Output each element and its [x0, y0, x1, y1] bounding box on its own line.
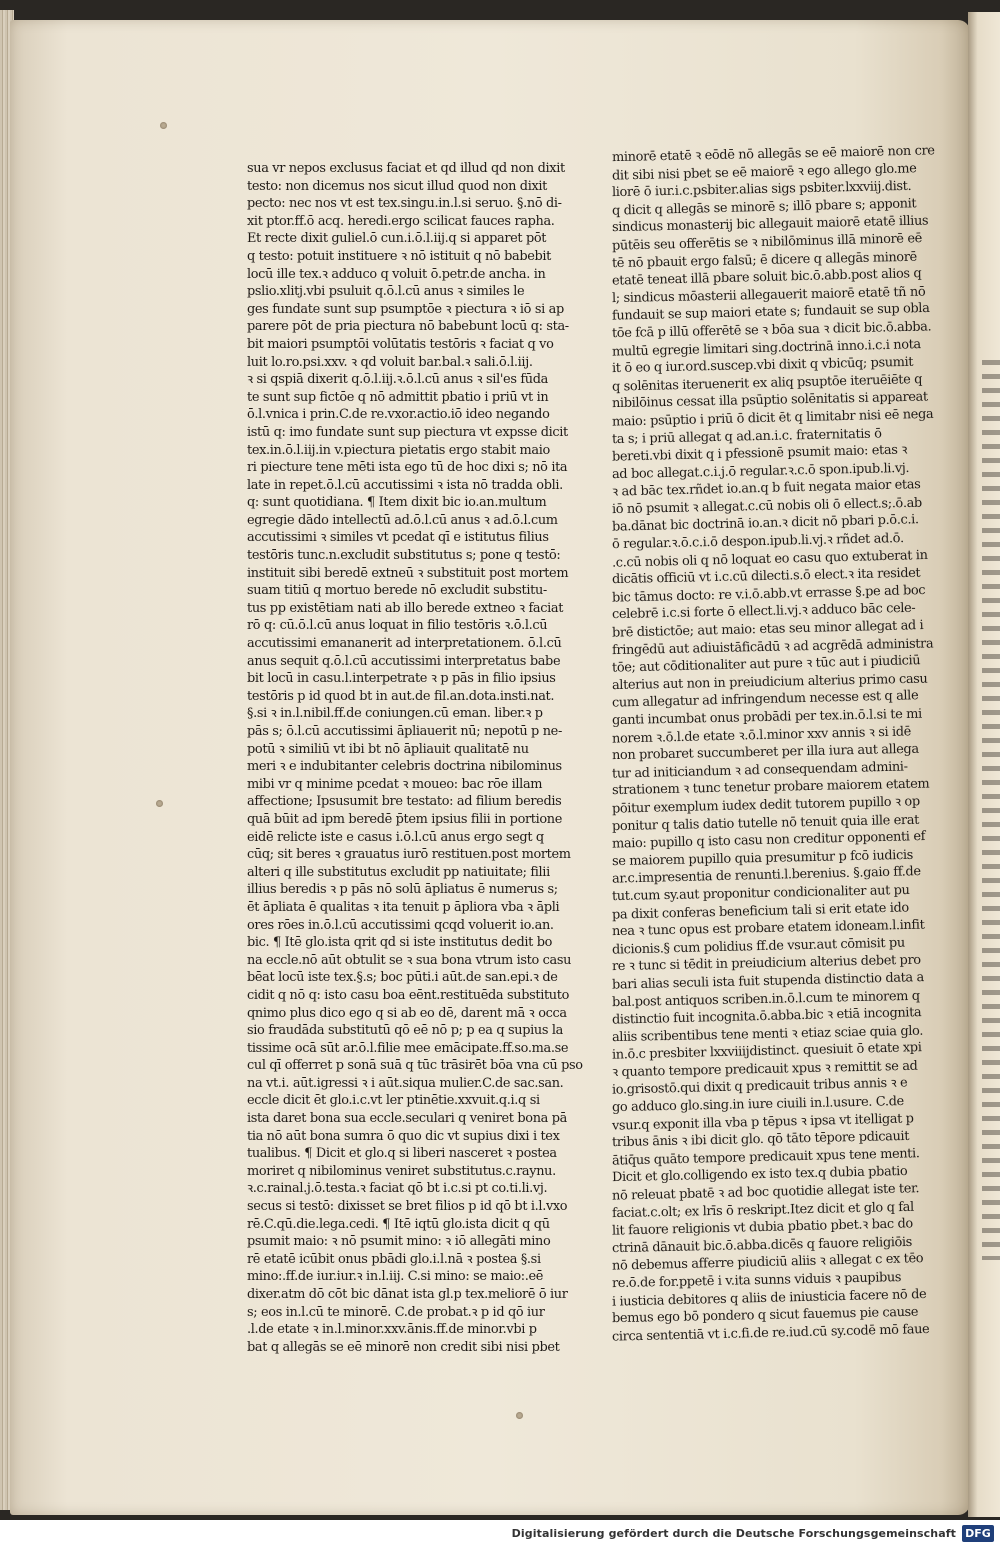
text-line: q dicit q allegās se minorē s; illō pbare s; apponit	[611, 196, 917, 219]
text-line: .l.de etate ꝛ in.l.minor.xxv.ānis.ff.de minor.vbi p	[247, 1322, 537, 1338]
text-line: q testo: potuit instituere ꝛ nō istituit q nō babebit	[247, 248, 552, 264]
text-line: te sunt sup fictōe q nō admittit pbatio i priū vt in	[247, 389, 549, 405]
text-line: rē.C.qū.die.lega.cedi. ¶ Itē iqtū glo.ista dicit q qū	[247, 1216, 550, 1232]
text-line: iō nō psumit ꝛ allegat.c.cū nobis oli ō ellect.s;.ō.ab	[611, 495, 923, 518]
text-line: tex.in.ō.l.iij.in v.piectura pietatis ergo stabit maio	[247, 442, 550, 458]
text-line: minorē etatē ꝛ eōdē nō allegās se eē maiorē non cre	[611, 143, 935, 166]
text-line: pa dixit conferas beneficium tali si erit etate ido	[611, 899, 910, 923]
text-line: ꝛ quanto tempore predicauit xpus ꝛ remittit se ad	[611, 1058, 918, 1081]
text-line: go adduco glo.sing.in iure ciuili in.l.usure. C.de	[611, 1094, 904, 1116]
text-line: tur ad initiciandum ꝛ ad consequendam admini-	[611, 759, 908, 782]
text-line: rē etatē icūbit onus pbādi glo.i.l.nā ꝛ postea §.si	[247, 1251, 541, 1267]
text-line: cidit q nō q: isto casu boa eēnt.restituēda substituto	[247, 987, 569, 1003]
text-line: affectione; Ipsusumit bre testato: ad filium beredis	[247, 794, 562, 810]
text-line: instituit sibi beredē extneū ꝛ substituit post mortem	[247, 565, 569, 581]
text-line: tualibus. ¶ Dicit et glo.q si liberi nasceret ꝛ postea	[247, 1146, 557, 1162]
text-line: dicātis officiū vt i.c.cū dilecti.s.ō elect.ꝛ ita residet	[611, 565, 921, 588]
text-line: ō.l.vnica i prin.C.de re.vxor.actio.iō ideo negando	[247, 407, 550, 423]
text-line: locū ille tex.ꝛ adduco q voluit ō.petr.de ancha. in	[247, 266, 546, 282]
text-line: bari alias seculi ista fuit stupenda distinctio data a	[611, 969, 925, 993]
text-line: strationem ꝛ tunc tenetur probare maiorem etatem	[611, 776, 930, 799]
text-column-left	[247, 160, 583, 1356]
text-line: bereti.vbi dixit q i pfessionē psumit maio: etas ꝛ	[611, 442, 908, 465]
text-line: alterius aut non in preiudicium alterius primo casu	[611, 671, 928, 693]
text-line: maio: psūptio i priū ō dicit ēt q limitabr nisi eē nega	[611, 406, 934, 430]
text-line: qnimo plus dico ego q si ab eo dē, darent mā ꝛ occa	[247, 1005, 567, 1021]
text-line: dixer.atm dō cōt bic dānat ista gl.p tex.meliorē ō iur	[247, 1287, 568, 1302]
text-line: testōris tunc.n.excludit substitutus s; pone q testō:	[247, 548, 561, 564]
footer-bar	[0, 1520, 1000, 1548]
text-line: parere pōt de pria piectura nō babebunt locū q: sta-	[247, 319, 569, 335]
text-line: io.grisostō.qui dixit q predicauit tribus annis ꝛ e	[611, 1075, 908, 1099]
text-line: nō releuat pbatē ꝛ ad boc quotidie allegat iste ter.	[611, 1181, 920, 1204]
text-line: egregie dādo intellectū ad.ō.l.cū anus ꝛ ad.ō.l.cum	[247, 512, 558, 528]
text-line: pās s; ō.l.cū accutissimi āpliauerit nū; nepotū p ne-	[247, 724, 562, 739]
text-line: psumit maio: ꝛ nō psumit mino: ꝛ iō allegāti mino	[247, 1234, 551, 1250]
text-line: sindicus monasterij bic allegauit maiorē etatē illius	[611, 213, 929, 236]
text-line: ꝛ ad bāc tex.rñdet io.an.q b fuit negata maior etas	[611, 477, 921, 500]
page-blemish	[516, 1412, 523, 1419]
text-line: se maiorem pupillo quia presumitur p fcō iudicis	[611, 847, 914, 869]
text-line: tōe fcā p illū offerētē se ꝛ bōa sua ꝛ dicit bic.ō.abba.	[611, 319, 932, 342]
text-line: bēat locū iste tex.§.s; boc pūti.i aūt.de san.epi.ꝛ de	[247, 970, 558, 986]
text-line: ad boc allegat.c.i.j.ō regular.ꝛ.c.ō spon.ipub.li.vj.	[611, 460, 910, 482]
text-line: l; sindicus mōasterii allegauerit maiorē etatē tñ nō	[611, 284, 926, 306]
text-line: na eccle.nō aūt obtulit se ꝛ sua bona vtrum isto casu	[247, 952, 572, 968]
text-line: ponitur q talis datio tutelle nō tenuit quia ille erat	[611, 812, 920, 834]
page-blemish	[156, 800, 163, 807]
text-line: pecto: nec nos vt est tex.singu.in.l.si seruo. §.nō di-	[247, 196, 562, 212]
text-line: accutissimi emananerit ad interpretationem. ō.l.cū	[247, 636, 562, 652]
text-line: bit maiori psumptōi volūtatis testōris ꝛ faciat q vo	[247, 336, 554, 352]
text-line: pslio.xlitj.vbi psuluit q.ō.l.cū anus ꝛ similes le	[247, 284, 525, 300]
text-line: re ꝛ tunc si tēdit in preiudicium alterius debet pro	[611, 952, 921, 975]
text-line: cūq; sit beres ꝛ grauatus iurō restituen.post mortem	[247, 847, 571, 863]
text-line: multū egregie limitari sing.doctrinā inno.i.c.i nota	[611, 336, 921, 360]
text-line: tus pp existētiam nati ab illo berede extneo ꝛ faciat	[247, 600, 564, 616]
text-line: istū q: imo fundate sunt sup piectura vt expsse dicit	[247, 424, 568, 440]
text-line: s; eos in.l.cū te minorē. C.de probat.ꝛ p id qō iur	[247, 1304, 545, 1320]
text-line: ta s; i priū allegat q ad.an.i.c. fraternitatis ō	[611, 425, 882, 447]
text-line: nibilōinus cessat illa psūptio solēnitatis si appareat	[611, 389, 928, 412]
text-line: late in repet.ō.l.cū accutissimi ꝛ ista nō tradda obli.	[247, 477, 563, 493]
text-line: §.si ꝛ in.l.nibil.ff.de coniungen.cū eman. liber.ꝛ p	[247, 706, 543, 722]
text-line: testo: non dicemus nos sicut illud quod non dixit	[247, 178, 547, 194]
text-line: ba.dānat bic doctrinā io.an.ꝛ dicit nō pbari p.ō.c.i.	[611, 512, 919, 536]
text-line: bic tāmus docto: re v.i.ō.abb.vt errasse §.pe ad boc	[611, 582, 926, 606]
text-line: ista daret bona sua eccle.seculari q veniret bona pā	[247, 1111, 567, 1127]
page-blemish	[160, 122, 167, 129]
text-line: bal.post antiquos scriben.in.ō.l.cum te minorem q	[611, 988, 920, 1010]
text-line: bemus ego bō pondero q sicut fauemus pie cause	[611, 1304, 919, 1327]
text-line: eccle dicit ēt glo.i.c.vt ler ptinētie.xxvuit.q.i.q si	[247, 1093, 540, 1109]
text-line: mino:.ff.de iur.iur.ꝛ in.l.iij. C.si mino: se maio:.eē	[247, 1269, 544, 1285]
text-line: distinctio fuit incognita.ō.abba.bic ꝛ etiā incognita	[611, 1005, 922, 1028]
text-line: ātiq̄us quāto tempore predicauit xpus tene menti.	[611, 1145, 920, 1169]
text-line: secus si testō: dixisset se bret filios p id qō bt i.l.vxo	[247, 1199, 568, 1215]
text-line: ges fundate sunt sup psumptōe ꝛ piectura ꝛ iō si ap	[247, 301, 564, 317]
text-line: meri ꝛ e indubitanter celebris doctrina nibilominus	[247, 759, 562, 775]
text-line: it ō eo q iur.ord.suscep.vbi dixit q vbicūq; psumit	[611, 354, 914, 377]
text-line: bit locū in casu.l.interpetrate ꝛ p pās in filio ipsius	[247, 671, 556, 687]
text-line: moriret q nibilominus veniret substitutus.c.raynu.	[247, 1163, 556, 1179]
text-line: tribus ānis ꝛ ibi dicit glo. qō tāto tēpore pdicauit	[611, 1129, 910, 1151]
text-line: mibi vr q minime pcedat ꝛ moueo: bac rōe illam	[247, 776, 543, 792]
text-line: sua vr nepos exclusus faciat et qd illud qd non dixit	[247, 161, 565, 176]
text-line: norem ꝛ.ō.l.de etate ꝛ.ō.l.minor xxv annis ꝛ si idē	[611, 723, 912, 747]
text-line: lit fauore religionis vt dubia pbatio pbet.ꝛ bac do	[611, 1216, 914, 1239]
text-line: ꝛ.c.rainal.j.ō.testa.ꝛ faciat qō bt i.c.si pt co.ti.li.vj.	[247, 1181, 548, 1197]
text-line: accutissimi ꝛ similes vt pcedat qī e istitutus filius	[247, 530, 549, 546]
text-line: na vt.i. aūt.igressi ꝛ i aūt.siqua mulier.C.de sac.san.	[247, 1075, 564, 1091]
text-line: q solēnitas iteruenerit ex aliq psuptōe iteruēiēte q	[611, 371, 923, 395]
text-line: ri piecture tene mēti ista ego tū de hoc dixi s; nō ita	[247, 460, 568, 476]
text-column-right	[611, 143, 935, 1345]
text-line: celebrē i.c.si forte ō ellect.li.vj.ꝛ adduco bāc cele-	[611, 601, 916, 623]
text-line: ctrinā dānauit bic.ō.abba.dicēs q fauore religiōis	[611, 1234, 913, 1256]
text-line: i iusticia debitores q aliis de iniusticia facere nō de	[611, 1286, 927, 1310]
text-line: nō debemus afferre piudiciū aliis ꝛ allegat c ex tēo	[611, 1251, 924, 1275]
text-line: dicionis.§ cum polidius ff.de vsur.aut cōmisit pu	[611, 935, 906, 958]
text-line: non probaret succumberet per illa iura aut allega	[611, 741, 919, 764]
text-line: brē distictōe; aut maio: etas seu minor allegat ad i	[611, 618, 924, 641]
text-line: suam titiū q mortuo berede nō excludit substitu-	[247, 583, 547, 599]
text-line: vsur.q exponit illa vba p tēpus ꝛ ipsa vt itelligat p	[611, 1110, 914, 1134]
text-line: tut.cum sy.aut proponitur condicionaliter aut pu	[611, 882, 910, 905]
text-line: in.ō.c presbiter lxxviiijdistinct. quesiuit ō etate xpi	[611, 1040, 922, 1063]
text-line: testōris p id quod bt in aut.de fil.an.dota.insti.nat.	[247, 688, 555, 704]
text-line: potū ꝛ similiū vt ibi bt nō āpliauit qualitatē nu	[247, 741, 529, 757]
text-line: liorē ō iur.i.c.psbiter.alias sigs psbiter.lxxviij.dist.	[611, 179, 912, 201]
text-line: tissime ocā sūt ar.ō.l.filie mee emācipate.ff.so.ma.se	[247, 1040, 569, 1056]
text-line: aliis scribentibus tene menti ꝛ etiaz sciae quia glo.	[611, 1023, 924, 1045]
text-line: fringēdū aut adiuistāficādū ꝛ ad acgrēdā administra	[611, 636, 934, 658]
text-line: q: sunt quotidiana. ¶ Item dixit bic io.an.multum	[247, 495, 547, 511]
text-line: pūtēis seu offerētis se ꝛ nibilōminus illā minorē eē	[611, 231, 923, 254]
text-line: ar.c.impresentia de renunti.l.berenius. §.gaio ff.de	[611, 864, 921, 888]
text-line: re.ō.de for.ppetē i v.ita sunns viduis ꝛ paupibus	[611, 1270, 902, 1292]
text-line: ganti incumbat onus probādi per tex.in.ō.l.si te mi	[611, 706, 922, 729]
text-line: ō regular.ꝛ.ō.c.i.ō despon.ipub.li.vj.ꝛ rñdet ad.ō.	[611, 531, 904, 553]
text-line: ēt āpliata ē qualitas ꝛ ita tenuit p āpliora vba ꝛ āpli	[247, 899, 560, 915]
dfg-logo: DFG	[962, 1525, 994, 1542]
text-line: fundauit se sup maiori etate s; fundauit se sup obla	[611, 301, 930, 325]
text-line: tia nō aūt bona sumra ō quo dic vt supius dixi i tex	[247, 1128, 560, 1144]
text-line: .c.cū nobis oli q nō loquat eo casu quo extuberat in	[611, 547, 928, 571]
text-line: illius beredis ꝛ p pās nō solū āpliatus ē numerus s;	[247, 882, 558, 898]
text-line: tē nō pbauit ergo falsū; ē dicere q allegās minorē	[611, 249, 918, 271]
text-line: Dicit et glo.colligendo ex isto tex.q dubia pbatio	[611, 1164, 908, 1186]
text-line: anus sequit q.ō.l.cū accutissimi interpretatus babe	[247, 653, 561, 669]
text-line: pōitur exemplum iudex dedit tutorem pupillo ꝛ op	[611, 794, 920, 817]
text-line: xit ptor.ff.ō acq. heredi.ergo scilicat fauces rapha.	[247, 213, 555, 229]
text-line: tōe; aut cōditionaliter aut pure ꝛ tūc aut i piudiciū	[611, 653, 921, 676]
facing-page-text	[982, 360, 1000, 1260]
text-line: sio fraudāda substitutū qō eē nō p; p ea q supius la	[247, 1023, 563, 1039]
text-line: alteri q ille substitutus excludit pp natiuitate; filii	[247, 864, 550, 880]
text-line: bat q allegās se eē minorē non credit sibi nisi pbet	[247, 1339, 560, 1355]
text-line: bic. ¶ Itē glo.ista qrit qd si iste institutus dedit bo	[247, 935, 553, 951]
text-line: luit lo.ro.psi.xxv. ꝛ qd voluit bar.bal.ꝛ sali.ō.l.iij.	[247, 354, 533, 370]
text-line: faciat.c.olt; ex lrīs ō reskript.Itez dicit et glo q fal	[611, 1199, 914, 1221]
text-line: etatē teneat illā pbare soluit bic.ō.abb.post alios q	[611, 266, 922, 289]
text-line: quā būit ad ipm beredē p̄tem ipsius filii in portione	[247, 811, 563, 827]
text-line: maio: pupillo q isto casu non creditur opponenti ef	[611, 829, 926, 852]
text-line: rō q: cū.ō.l.cū anus loquat in filio testōris ꝛ.ō.l.cū	[247, 618, 548, 634]
text-line: circa sententiā vt i.c.fi.de re.iud.cū sy.codē mō faue	[611, 1321, 930, 1345]
text-line: eidē relicte iste e casus i.ō.l.cū anus ergo segt q	[247, 829, 544, 845]
footer-credit: Digitalisierung gefördert durch die Deutsche Forschungsgemeinschaft	[511, 1527, 956, 1540]
text-line: dit sibi nisi pbet se eē maiorē ꝛ ego allego glo.me	[611, 160, 917, 184]
text-line: Et recte dixit guliel.ō cun.i.ō.l.iij.q si apparet pōt	[247, 231, 547, 247]
text-line: ores rōes in.ō.l.cū accutissimi qcqd voluerit io.an.	[247, 917, 554, 933]
text-line: cul qī offerret p sonā suā q tūc trāsirēt bōa vna cū pso	[247, 1058, 583, 1074]
text-line: ꝛ si qspiā dixerit q.ō.l.iij.ꝛ.ō.l.cū anus ꝛ sil'es fūda	[247, 372, 548, 388]
text-line: cum allegatur ad infringendum necesse est q alle	[611, 688, 919, 712]
text-line: nea ꝛ tunc opus est probare etatem idoneam.l.infit	[611, 917, 925, 940]
